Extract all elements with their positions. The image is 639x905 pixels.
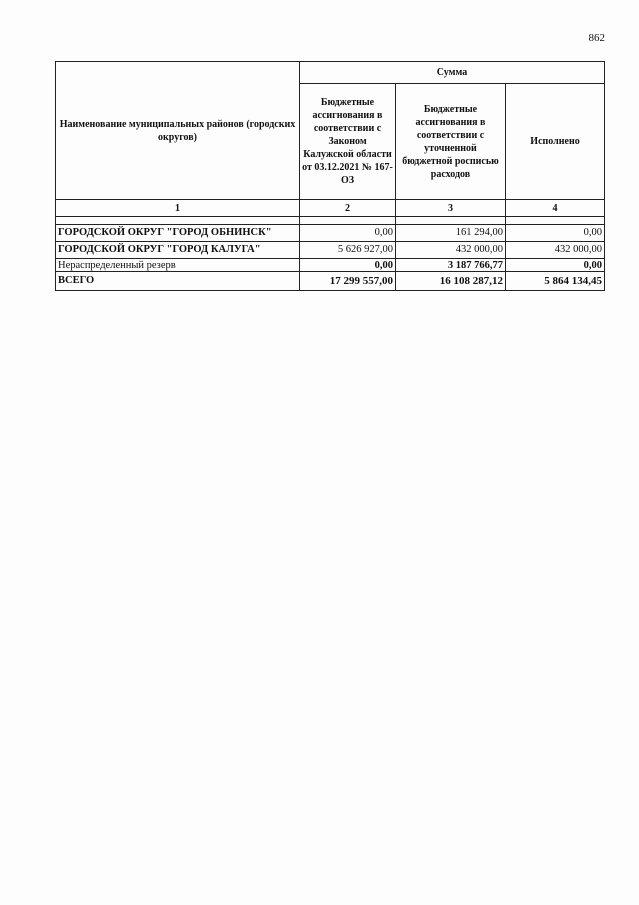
header-refined-allocations: Бюджетные ассигнования в соответствии с уточненной бюджетной росписью расходов: [396, 84, 506, 200]
table-row: [56, 242, 605, 259]
column-number: 3: [396, 200, 506, 217]
header-executed: Исполнено: [506, 84, 605, 200]
budget-table: [55, 61, 605, 291]
row-executed-value: 0,00: [506, 225, 605, 242]
row-executed-value: 432 000,00: [506, 242, 605, 259]
row-refined-value: 432 000,00: [396, 242, 506, 259]
total-law-value: 17 299 557,00: [300, 272, 396, 291]
row-name: ГОРОДСКОЙ ОКРУГ "ГОРОД КАЛУГА": [56, 242, 300, 259]
row-law-value: 5 626 927,00: [300, 242, 396, 259]
total-executed-value: 5 864 134,45: [506, 272, 605, 291]
column-numbers-row: [56, 200, 605, 217]
table-row: [56, 259, 605, 272]
header-municipality-name: Наименование муниципальных районов (городских округов): [56, 62, 300, 200]
page-number: 862: [588, 32, 605, 44]
total-refined-value: 16 108 287,12: [396, 272, 506, 291]
total-label: ВСЕГО: [56, 272, 300, 291]
row-refined-value: 3 187 766,77: [396, 259, 506, 272]
row-name: Нераспределенный резерв: [56, 259, 300, 272]
row-name: ГОРОДСКОЙ ОКРУГ "ГОРОД ОБНИНСК": [56, 225, 300, 242]
column-number: 2: [300, 200, 396, 217]
column-number: 1: [56, 200, 300, 217]
row-refined-value: 161 294,00: [396, 225, 506, 242]
total-row: [56, 272, 605, 291]
row-law-value: 0,00: [300, 259, 396, 272]
row-law-value: 0,00: [300, 225, 396, 242]
header-law-allocations: Бюджетные ассигнования в соответствии с Законом Калужской области от 03.12.2021 № 167-ОЗ: [300, 84, 396, 200]
row-executed-value: 0,00: [506, 259, 605, 272]
column-number: 4: [506, 200, 605, 217]
table-row: [56, 225, 605, 242]
header-sum-group: Сумма: [300, 62, 605, 84]
